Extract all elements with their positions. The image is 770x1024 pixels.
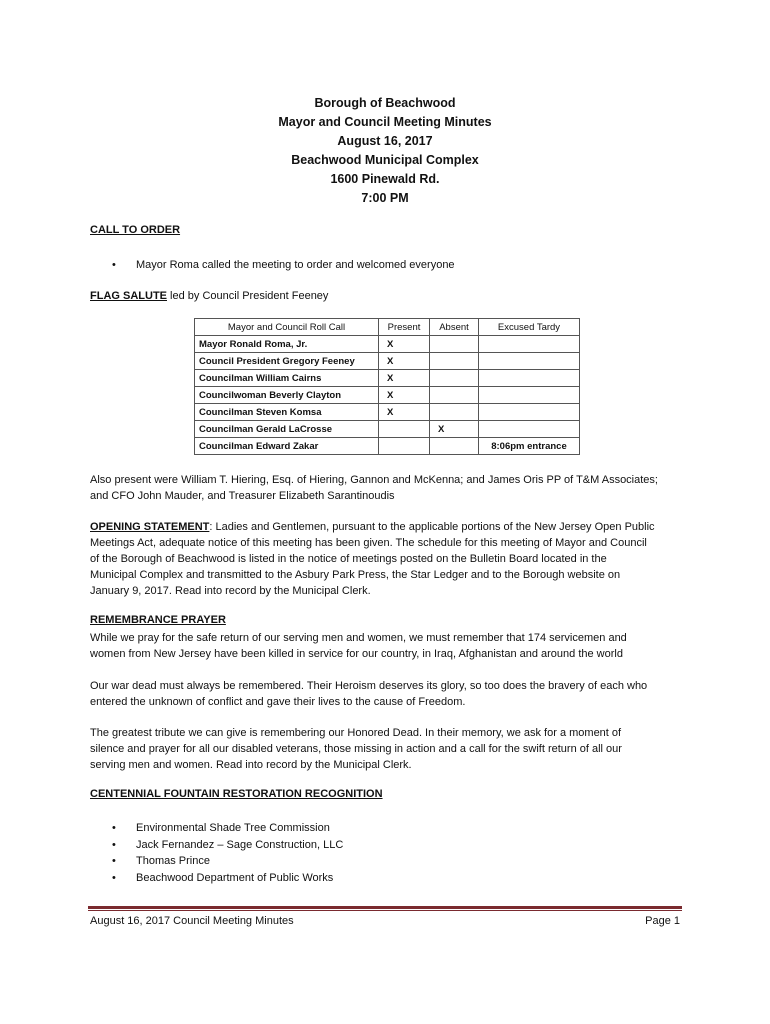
roll-absent (430, 370, 479, 387)
title-date: August 16, 2017 (337, 134, 433, 148)
centennial-list (112, 820, 343, 886)
list-item-text: Mayor Roma called the meeting to order and welcomed everyone (136, 259, 455, 271)
title-borough: Borough of Beachwood (314, 96, 456, 110)
flag-salute-text: led by Council President Feeney (167, 290, 329, 302)
roll-tardy (479, 370, 580, 387)
roll-present: X (379, 336, 430, 353)
heading-remembrance-prayer: REMEMBRANCE PRAYER (90, 614, 226, 626)
roll-tardy (479, 336, 580, 353)
roll-absent (430, 387, 479, 404)
table-header-row (195, 319, 580, 336)
list-item-text: Thomas Prince (136, 855, 210, 867)
title-meeting: Mayor and Council Meeting Minutes (278, 115, 492, 129)
roll-name: Councilman Gerald LaCrosse (195, 421, 379, 438)
roll-present: X (379, 370, 430, 387)
heading-centennial: CENTENNIAL FOUNTAIN RESTORATION RECOGNITION (90, 788, 383, 800)
call-to-order-list (112, 257, 455, 274)
footer-title: August 16, 2017 Council Meeting Minutes (90, 915, 294, 927)
paragraph-line: women from New Jersey have been killed in service for our country, in Iraq, Afghanistan and around the world (90, 648, 623, 660)
remembrance-paragraph-1 (90, 630, 686, 662)
roll-absent (430, 404, 479, 421)
roll-present (379, 438, 430, 455)
roll-name: Councilman Edward Zakar (195, 438, 379, 455)
footer-rule-thin (88, 910, 682, 911)
column-header-present: Present (379, 319, 430, 336)
opening-statement-paragraph (90, 519, 686, 599)
roll-name: Council President Gregory Feeney (195, 353, 379, 370)
roll-absent: X (430, 421, 479, 438)
bullet-icon: • (112, 259, 116, 271)
roll-present: X (379, 404, 430, 421)
heading-opening-statement: OPENING STATEMENT (90, 521, 210, 533)
list-item-text: Jack Fernandez – Sage Construction, LLC (136, 838, 344, 851)
title-address: 1600 Pinewald Rd. (330, 172, 440, 186)
bullet-icon: • (112, 838, 116, 851)
column-header-absent: Absent (430, 319, 479, 336)
bullet-icon: • (112, 855, 116, 867)
paragraph-line: The greatest tribute we can give is remembering our Honored Dead. In their memory, we ask for a moment of (90, 727, 622, 739)
table-row (195, 404, 580, 421)
paragraph-line: Also present were William T. Hiering, Esq. of Hiering, Gannon and McKenna; and James Oris PP of T&M Associates; (90, 474, 658, 486)
list-item (112, 853, 343, 870)
list-item (112, 837, 343, 854)
table-row (195, 438, 580, 455)
paragraph-line: Our war dead must always be remembered. Their Heroism deserves its glory, so too does the bravery of each who (90, 680, 648, 692)
list-item (112, 820, 343, 837)
roll-call-table (194, 318, 580, 455)
roll-absent (430, 438, 479, 455)
list-item-text: Beachwood Department of Public Works (136, 871, 334, 884)
document-title-block (0, 94, 770, 208)
roll-present: X (379, 353, 430, 370)
paragraph-line: : Ladies and Gentlemen, pursuant to the applicable portions of the New Jersey Open Public (209, 521, 655, 533)
heading-call-to-order: CALL TO ORDER (90, 224, 181, 236)
title-time: 7:00 PM (361, 191, 409, 205)
paragraph-line: Municipal Complex and transmitted to the Asbury Park Press, the Star Ledger and to the Borough website on (90, 569, 621, 581)
paragraph-line: serving men and women. Read into record by the Municipal Clerk. (90, 759, 412, 771)
paragraph-line: January 9, 2017. Read into record by the Municipal Clerk. (90, 585, 371, 597)
column-header-name: Mayor and Council Roll Call (195, 319, 379, 336)
heading-flag-salute: FLAG SALUTE (90, 290, 167, 302)
roll-present: X (379, 387, 430, 404)
roll-absent (430, 353, 479, 370)
roll-tardy (479, 404, 580, 421)
list-item (112, 870, 343, 887)
also-present-paragraph (90, 472, 686, 504)
table-row (195, 370, 580, 387)
footer-rule (88, 906, 682, 909)
table-row (195, 387, 580, 404)
table-row (195, 353, 580, 370)
remembrance-paragraph-2 (90, 678, 686, 710)
flag-salute-line (90, 288, 686, 304)
roll-absent (430, 336, 479, 353)
paragraph-line: and CFO John Mauder, and Treasurer Elizabeth Sarantinoudis (90, 490, 395, 502)
paragraph-line: While we pray for the safe return of our serving men and women, we must remember that 174 servicemen and (90, 632, 627, 644)
roll-name: Mayor Ronald Roma, Jr. (195, 336, 379, 353)
bullet-icon: • (112, 871, 116, 884)
roll-name: Councilman Steven Komsa (195, 404, 379, 421)
paragraph-line: entered the unknown of conflict and gave their lives to the cause of Freedom. (90, 696, 466, 708)
roll-name: Councilman William Cairns (195, 370, 379, 387)
roll-tardy: 8:06pm entrance (479, 438, 580, 455)
bullet-icon: • (112, 822, 116, 834)
list-item-text: Environmental Shade Tree Commission (136, 822, 330, 834)
roll-tardy (479, 421, 580, 438)
table-row (195, 421, 580, 438)
roll-present (379, 421, 430, 438)
remembrance-paragraph-3 (90, 725, 686, 773)
column-header-tardy: Excused Tardy (479, 319, 580, 336)
paragraph-line: Meetings Act, adequate notice of this meeting has been given. The schedule for this meeting of Mayor and Council (90, 537, 647, 549)
paragraph-line: silence and prayer for all our disabled veterans, those missing in action and a call for the swift return of all our (90, 743, 622, 755)
paragraph-line: of the Borough of Beachwood is listed in the notice of meetings posted on the Bulletin Board located in the (90, 553, 607, 565)
roll-tardy (479, 387, 580, 404)
table-row (195, 336, 580, 353)
title-venue: Beachwood Municipal Complex (291, 153, 479, 167)
page-number: Page 1 (645, 915, 680, 927)
roll-tardy (479, 353, 580, 370)
list-item (112, 257, 455, 274)
roll-name: Councilwoman Beverly Clayton (195, 387, 379, 404)
